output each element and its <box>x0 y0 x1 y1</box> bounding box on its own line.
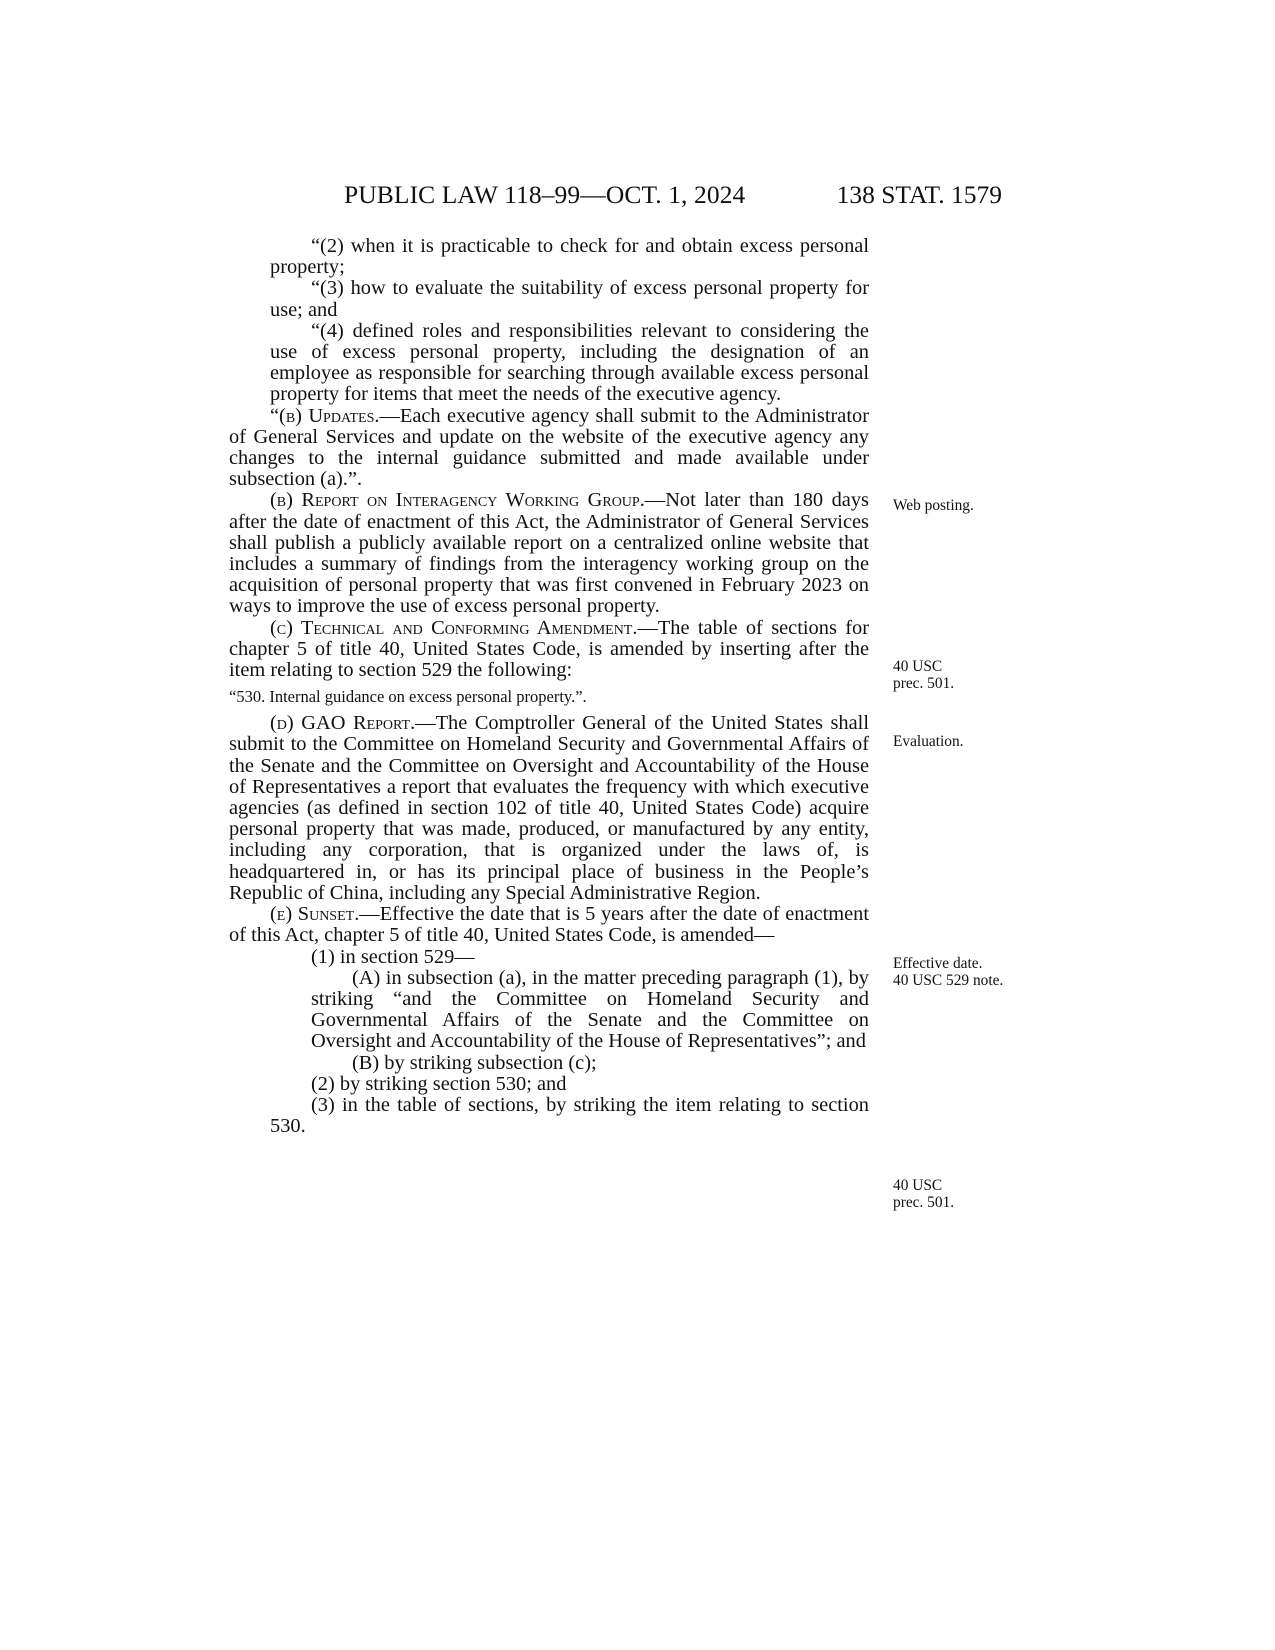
subsection-b-updates <box>229 406 869 491</box>
subsection-b-text: —Each executive agency shall submit to the Administrator of General Services and update on the website of the executive agency any changes to the internal guidance submitted and made available under subsection (a).”. <box>229 404 869 491</box>
subsection-b-heading: “(b) Updates. <box>270 404 380 427</box>
margin-note-usc-prec-501 <box>893 658 1033 692</box>
margin-note-usc-prec-501-second <box>893 1177 1033 1211</box>
subsection-c <box>229 618 869 682</box>
margin-note-usc2-line1: 40 USC <box>893 1177 943 1194</box>
subsection-e-heading: (e) Sunset. <box>270 903 360 926</box>
margin-note-usc-529-note: 40 USC 529 note. <box>893 972 1004 989</box>
margin-note-web-posting: Web posting. <box>893 497 974 514</box>
margin-note-usc2-line2: prec. 501. <box>893 1194 955 1211</box>
running-header-title: PUBLIC LAW 118–99—OCT. 1, 2024 <box>344 180 746 209</box>
subsection-d-heading: (d) GAO Report. <box>270 712 416 735</box>
paragraph-a2: “(2) when it is practicable to check for and obtain excess personal property; <box>270 235 869 279</box>
statute-body <box>229 236 869 1137</box>
margin-note-evaluation: Evaluation. <box>893 733 964 750</box>
paragraph-a3: “(3) how to evaluate the suitability of excess personal property for use; and <box>270 277 869 321</box>
subsection-d-text: —The Comptroller General of the United States shall submit to the Committee on Homeland Security and Governmental Affairs of the Senate and the Committee on Oversight and Accountability of the House of Representatives a report that evaluates the frequency with which executive agencies (as defined in section 102 of title 40, United States Code) acquire personal property that was made, produced, or manufactured by any entity, including any corporation, that is organized under the laws of, is headquartered in, or has its principal place of business in the People’s Republic of China, including any Special Administrative Region. <box>229 712 869 904</box>
margin-note-usc-line1: 40 USC <box>893 658 943 675</box>
subsection-c-text: —The table of sections for chapter 5 of title 40, United States Code, is amended by inserting after the item relating to section 529 the following: <box>229 616 869 682</box>
paragraph-a4: “(4) defined roles and responsibilities relevant to considering the use of excess personal property, including the designation of an employee as responsible for searching through available excess personal property for items that meet the needs of the executive agency. <box>270 319 869 406</box>
margin-note-effective-date <box>893 955 1033 989</box>
subsection-d <box>229 713 869 904</box>
subsection-c-heading: (c) Technical and Conforming Amendment. <box>270 616 638 639</box>
subparagraph-e1A: (A) in subsection (a), in the matter preceding paragraph (1), by striking “and the Committee on Homeland Security and Governmental Affairs of the Senate and the Committee on Oversight and Accountability of the House of Representatives”; and <box>311 966 869 1053</box>
paragraph-e2: (2) by striking section 530; and <box>311 1072 567 1095</box>
report-heading: (b) Report on Interagency Working Group. <box>270 489 645 512</box>
margin-note-effective-date-text: Effective date. <box>893 955 983 972</box>
margin-note-usc-line2: prec. 501. <box>893 675 955 692</box>
subsection-b-report <box>229 490 869 617</box>
subsection-e <box>229 904 869 946</box>
page-stat-number: 138 STAT. 1579 <box>836 180 1002 209</box>
subsection-e-text: —Effective the date that is 5 years after the date of enactment of this Act, chapter 5 of title 40, United States Code, is amended— <box>229 903 870 947</box>
paragraph-e3: (3) in the table of sections, by striking the item relating to section 530. <box>270 1093 869 1138</box>
subparagraph-e1B: (B) by striking subsection (c); <box>352 1051 597 1074</box>
report-text: —Not later than 180 days after the date of enactment of this Act, the Administrator of General Services shall publish a publicly available report on a centralized online website that includes a summary of findings from the interagency working group on the acquisition of personal property that was first convened in February 2023 on ways to improve the use of excess personal property. <box>229 489 869 618</box>
paragraph-e1: (1) in section 529— <box>311 945 475 968</box>
table-of-sections-item: “530. Internal guidance on excess personal property.”. <box>229 687 587 707</box>
